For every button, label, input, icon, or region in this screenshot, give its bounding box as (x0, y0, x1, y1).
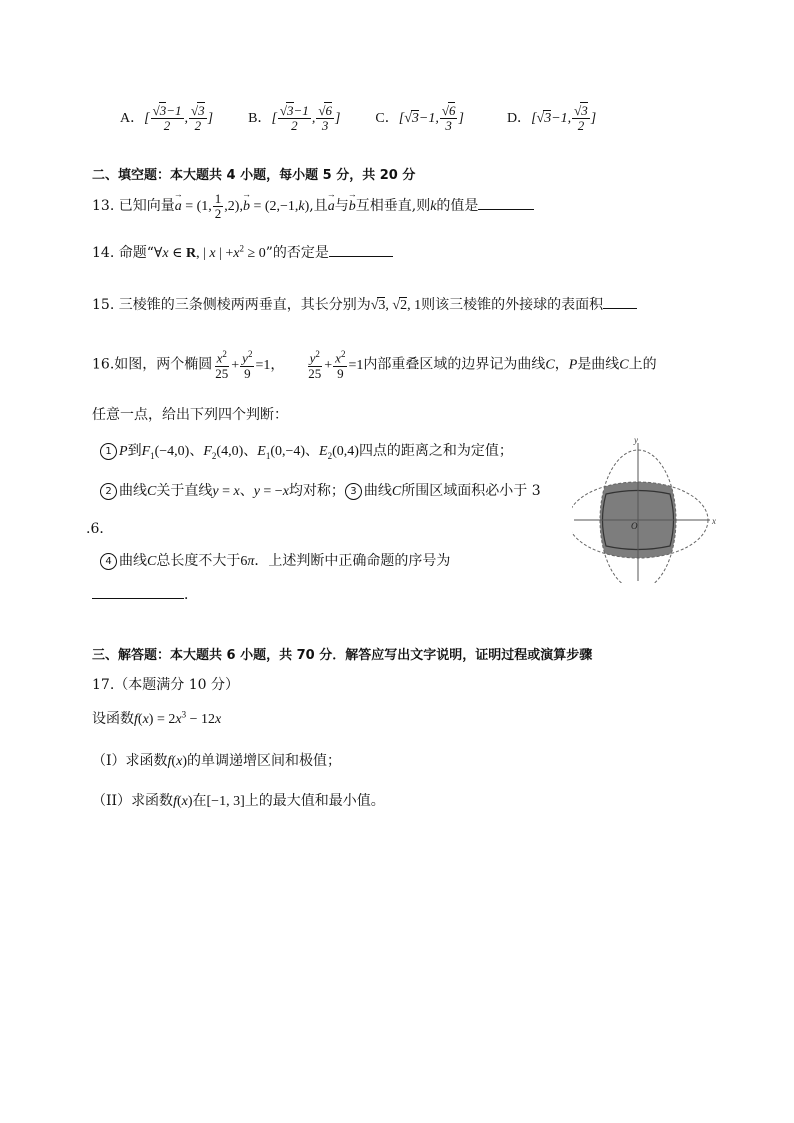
q14-text-a: 命题“ (118, 245, 154, 261)
q17-p1-text-b: 的单调递增区间和极值； (186, 753, 341, 769)
q13-text-a: 已知向量 (118, 198, 175, 215)
question-15 (92, 294, 637, 314)
q17-p1-fx: f(x) (167, 754, 187, 769)
option-d-label: D． (506, 111, 532, 127)
q16-text-d: 是曲线 (577, 356, 620, 373)
q13-var-b: → b (349, 199, 356, 214)
q17-p2-label: （II） (92, 793, 132, 809)
section2-heading: 二、填空题：本大题共 4 小题，每小题 5 分，共 20 分 (92, 168, 416, 183)
q13-text-b: ,且 (309, 198, 328, 215)
j3-text-a: 曲线 (363, 483, 392, 499)
question-14 (92, 242, 393, 262)
q14-answer-blank[interactable] (329, 256, 393, 257)
q17-intro-text: 设函数 (92, 711, 134, 727)
circled-3-icon: 3 (345, 483, 362, 500)
option-b-label: B． (248, 111, 272, 127)
q17-intro (92, 708, 221, 728)
j3-var-c: C (391, 484, 402, 499)
q16-ellipse-2: $\frac{y^2}{25}$ + $\frac{x^2}{9}$ =1 (308, 349, 364, 381)
q17-part-2 (92, 790, 385, 810)
j4-length: 6π (240, 554, 255, 569)
q13-number: 13. (92, 198, 115, 215)
j2-text-a: 曲线 (119, 483, 147, 499)
q13-vector-a: → a = (1, $\frac{1}{2}$ ,2),→ b = (2,−1,k) (175, 199, 310, 214)
q17-function: $f(x) = 2x^3 - 12x$ (134, 709, 222, 727)
q15-lengths: √3, √2, 1 (370, 298, 422, 313)
j2-text-c: 均对称； (288, 483, 345, 499)
q15-text-a: 三棱锥的三条侧棱两两垂直，其长分别为 (118, 297, 371, 313)
q17-p1-label: （I） (92, 753, 126, 769)
options-row (120, 104, 596, 134)
j4-text-c: ．上述判断中正确命题的序号为 (254, 553, 451, 569)
q16-text-c: ， (554, 356, 569, 373)
q16-judgment-2-3 (100, 480, 541, 500)
q16-judgment-1 (100, 440, 513, 461)
q16-var-c1: C (545, 357, 555, 373)
q17-p1-text-a: 求函数 (125, 753, 168, 769)
option-d-formula: [√3−1, $\frac{√3}{2}$ ] (531, 103, 597, 134)
q17-p2-fx: f(x) (173, 794, 193, 809)
q17-p2-text-a: 求函数 (131, 793, 174, 809)
q13-text-d: 互相垂直,则 (355, 198, 431, 215)
q16-answer-blank[interactable] (92, 598, 184, 599)
q13-var-k: k (430, 199, 437, 215)
q17-p2-interval: [−1, 3] (206, 794, 245, 809)
option-c-label: C． (375, 111, 399, 127)
circled-1-icon: 1 (100, 443, 117, 460)
q13-text-c: 与 (334, 198, 349, 215)
q17-part-1 (92, 750, 341, 770)
section3-heading: 三、解答题：本大题共 6 小题，共 70 分．解答应写出文字说明，证明过程或演算步骤 (92, 648, 593, 663)
circled-2-icon: 2 (100, 483, 117, 500)
q16-ellipse-1: $\frac{x^2}{25}$ + $\frac{y^2}{9}$ =1， (215, 349, 285, 381)
q16-line-2: 任意一点，给出下列四个判断： (92, 407, 288, 423)
q16-text-a: 如图，两个椭圆 (114, 356, 213, 373)
j2-lines: y = x、y = −x (212, 484, 289, 499)
question-13 (92, 192, 534, 222)
q14-formula: ∀x ∈ R, | x | $+x^2 \ge 0$ (153, 243, 266, 261)
ellipses-figure (572, 437, 722, 583)
option-a-formula: [ $\frac{√3-1}{2}$ , $\frac{√3}{2}$ ] (144, 103, 214, 134)
j1-text-b: 四点的距离之和为定值； (358, 443, 513, 459)
q13-var-a: → a (328, 199, 335, 214)
j2-var-c: C (147, 484, 157, 499)
option-c-formula: [√3−1, $\frac{√6}{3}$ ] (398, 103, 464, 134)
axis-label-x: x (712, 516, 716, 526)
q16-judgment-4 (100, 550, 450, 570)
circled-4-icon: 4 (100, 553, 117, 570)
q13-answer-blank[interactable] (478, 209, 534, 210)
q17-p2-text-c: 上的最大值和最小值。 (244, 793, 385, 809)
q16-number: 16. (92, 356, 115, 373)
origin-label: O (631, 521, 638, 531)
q15-text-b: 则该三棱锥的外接球的表面积 (421, 297, 604, 313)
q15-answer-blank[interactable] (603, 308, 637, 309)
axis-label-y: y (634, 437, 638, 445)
q14-text-b: ”的否定是 (265, 245, 329, 261)
q16-text-e: 上的 (628, 356, 657, 373)
j4-text-a: 曲线 (119, 553, 147, 569)
q16-var-c2: C (619, 357, 629, 373)
q16-answer-line (92, 584, 198, 604)
j4-var-c: C (147, 554, 157, 569)
q16-var-p: P (568, 357, 578, 373)
q16-continuation: .6． (86, 521, 114, 537)
q16-text-b: 内部重叠区域的边界记为曲线 (363, 356, 546, 373)
option-b-formula: [ $\frac{√3-1}{2}$ , $\frac{√6}{3}$ ] (271, 103, 341, 134)
q15-number: 15. (92, 297, 115, 313)
j1-points: $F_1(-4,0)$、$F_2(4,0)$、$E_1(0,-4)$、$E_2(0,4)$ (141, 444, 359, 461)
j2-text-b: 关于直线 (156, 483, 213, 499)
q14-number: 14. (92, 245, 115, 261)
q17-title: 17.（本题满分 10 分） (92, 677, 239, 693)
j3-text-b: 所围区域面积必小于 3 (401, 483, 541, 499)
q16-end: ． (184, 587, 198, 603)
q17-p2-text-b: 在 (192, 793, 207, 809)
j4-text-b: 总长度不大于 (156, 553, 241, 569)
question-16 (92, 350, 657, 381)
j1-text-a: 到 (127, 443, 142, 459)
q13-text-e: 的值是 (436, 198, 479, 215)
option-a-label: A． (120, 111, 145, 127)
j1-var-p: P (119, 444, 128, 459)
